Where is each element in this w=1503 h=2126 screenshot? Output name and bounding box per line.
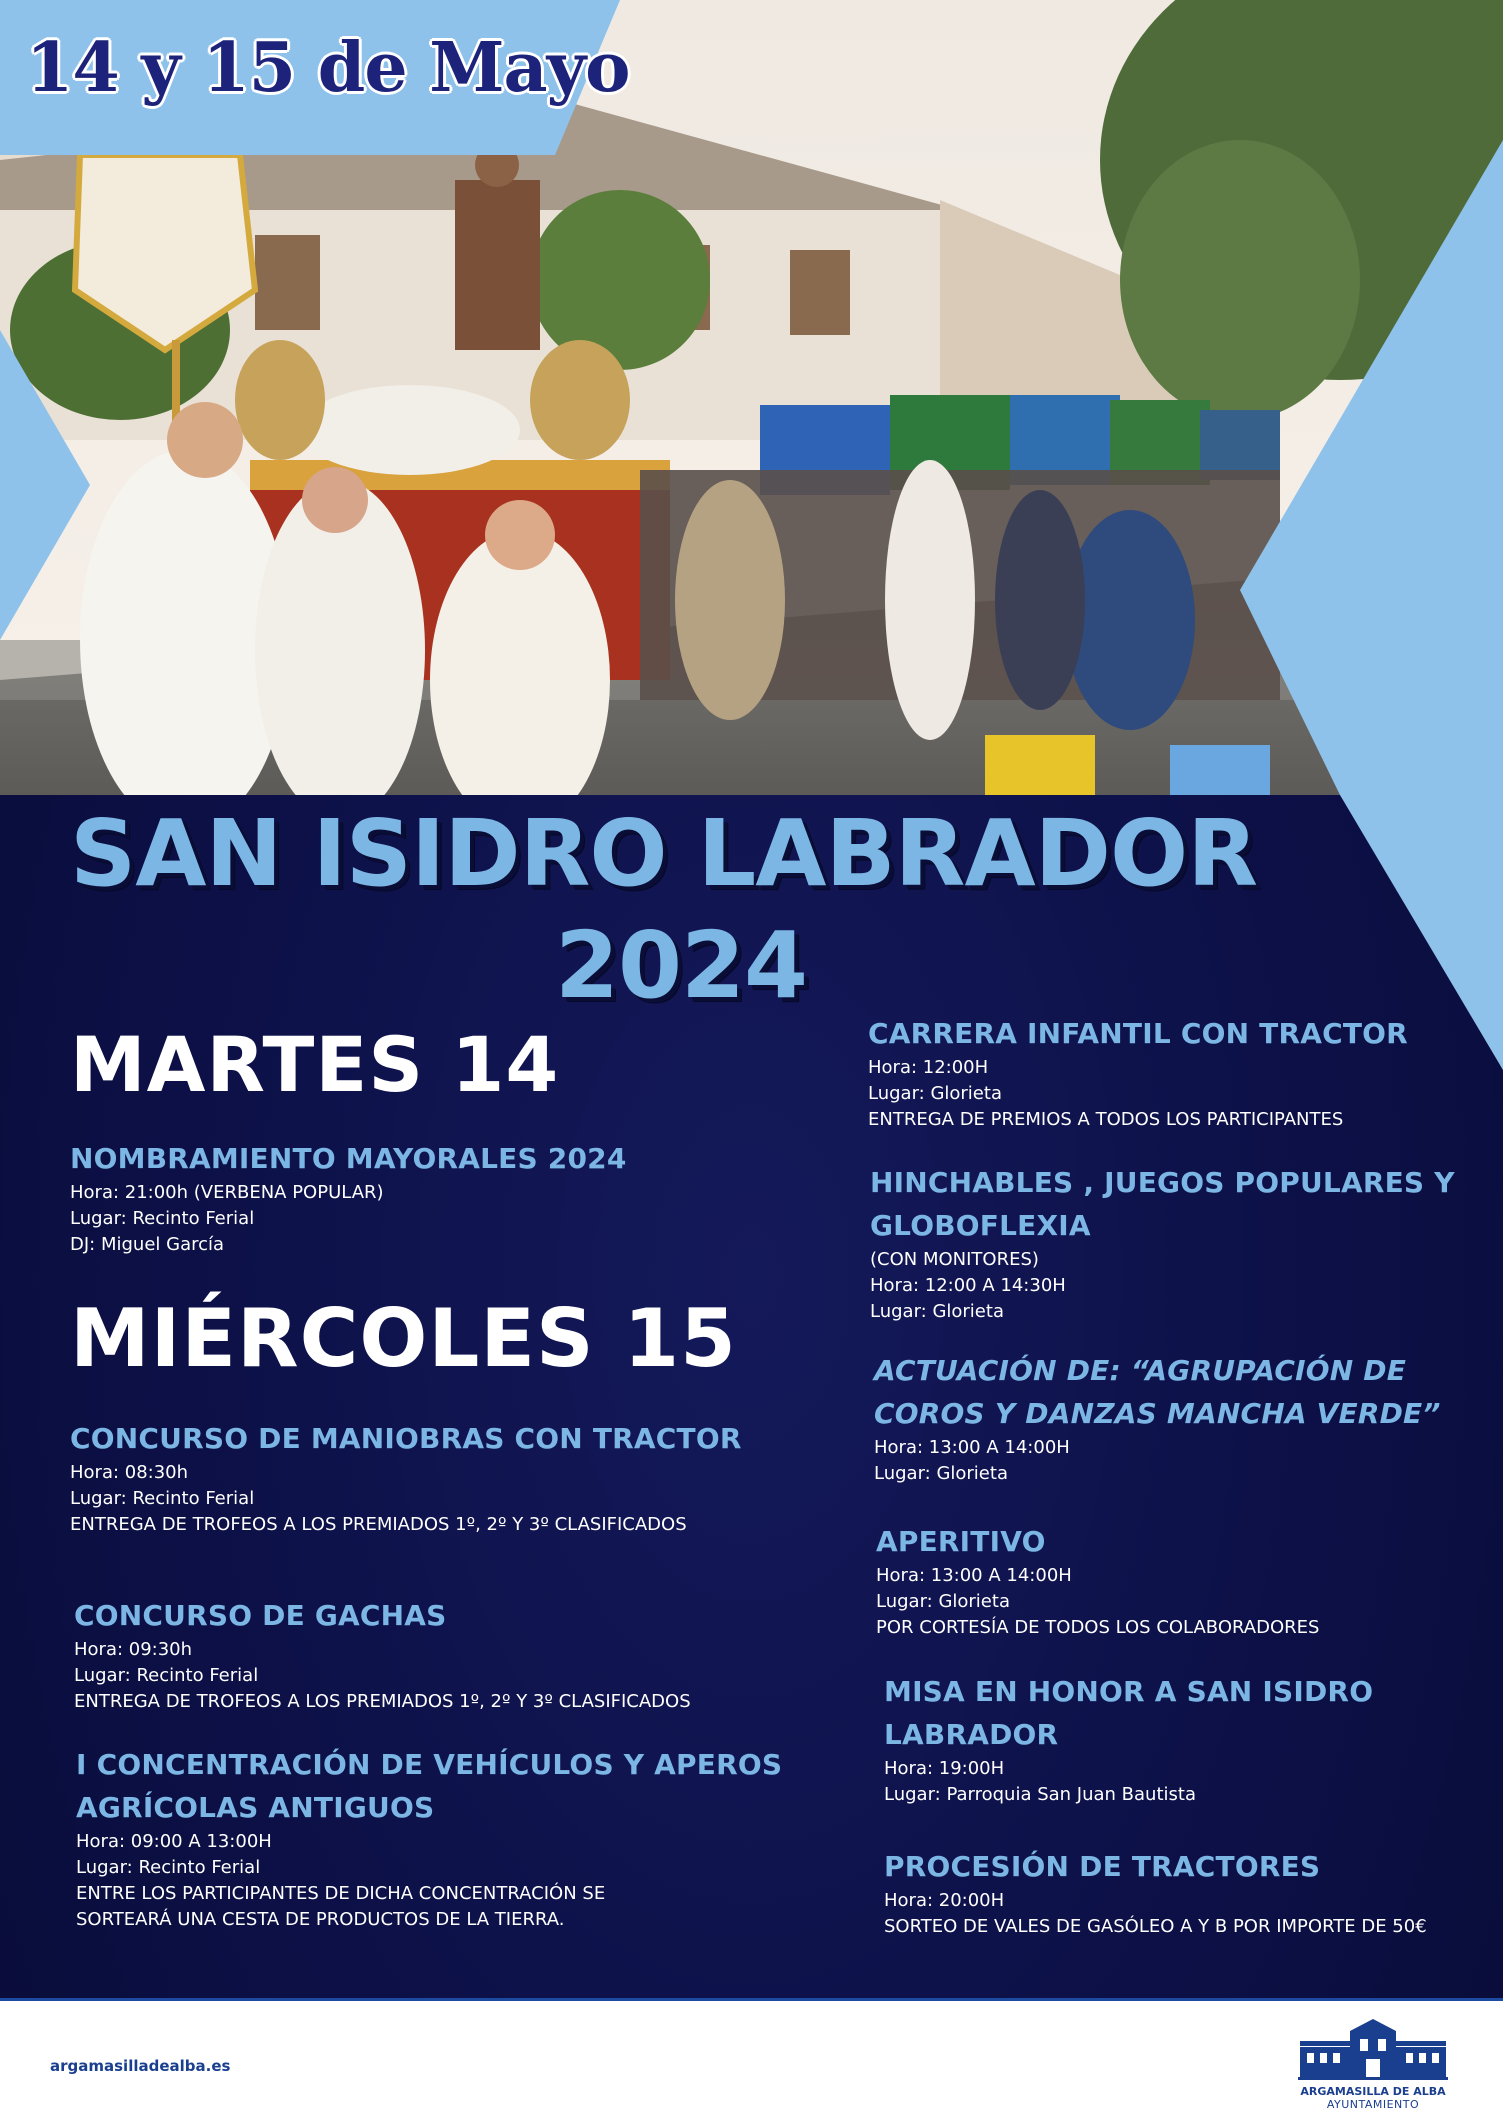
event-subtitle: (CON MONITORES) xyxy=(870,1249,1039,1270)
event-title: PROCESIÓN DE TRACTORES xyxy=(884,1850,1321,1883)
event-time: Hora: 19:00H xyxy=(884,1758,1005,1779)
event-date: 14 y 15 de Mayo xyxy=(26,28,630,108)
event-place: Lugar: Parroquia San Juan Bautista xyxy=(884,1784,1196,1805)
event-note-cont: SORTEARÁ UNA CESTA DE PRODUCTOS DE LA TIERRA. xyxy=(76,1909,565,1930)
event-title: MISA EN HONOR A SAN ISIDRO xyxy=(884,1675,1374,1708)
event-time: Hora: 12:00 A 14:30H xyxy=(870,1275,1066,1296)
event-carrera-infantil xyxy=(868,1012,1408,1133)
event-title: APERITIVO xyxy=(876,1525,1046,1558)
town-hall-logo xyxy=(1288,2019,1458,2119)
event-title: ACTUACIÓN DE: “AGRUPACIÓN DE xyxy=(874,1354,1407,1387)
main-title-year: 2024 xyxy=(555,912,808,1019)
event-note: ENTREGA DE TROFEOS A LOS PREMIADOS 1º, 2º Y 3º CLASIFICADOS xyxy=(70,1514,687,1535)
website-link[interactable]: argamasilladealba.es xyxy=(50,2057,231,2075)
event-time: Hora: 21:00h (VERBENA POPULAR) xyxy=(70,1182,384,1203)
event-actuacion xyxy=(874,1349,1441,1487)
event-gachas xyxy=(74,1594,691,1715)
event-place: Lugar: Recinto Ferial xyxy=(70,1208,255,1229)
day-heading-tuesday: MARTES 14 xyxy=(70,1020,560,1109)
event-time: Hora: 20:00H xyxy=(884,1890,1005,1911)
day-heading-wednesday: MIÉRCOLES 15 xyxy=(70,1292,737,1385)
event-procesion xyxy=(884,1845,1427,1940)
footer xyxy=(0,1998,1503,2126)
event-time: Hora: 09:00 A 13:00H xyxy=(76,1831,272,1852)
event-place: Lugar: Glorieta xyxy=(870,1301,1004,1322)
event-place: Lugar: Recinto Ferial xyxy=(74,1665,259,1686)
event-concentracion xyxy=(76,1743,782,1933)
event-note: POR CORTESÍA DE TODOS LOS COLABORADORES xyxy=(876,1617,1320,1638)
event-dj: DJ: Miguel García xyxy=(70,1234,225,1255)
event-title: NOMBRAMIENTO MAYORALES 2024 xyxy=(70,1142,627,1175)
event-title: CONCURSO DE GACHAS xyxy=(74,1599,447,1632)
event-place: Lugar: Glorieta xyxy=(874,1463,1008,1484)
event-title: CARRERA INFANTIL CON TRACTOR xyxy=(868,1017,1408,1050)
event-note: ENTREGA DE PREMIOS A TODOS LOS PARTICIPANTES xyxy=(868,1109,1344,1130)
event-title: I CONCENTRACIÓN DE VEHÍCULOS Y APEROS xyxy=(76,1748,783,1781)
event-title-cont: COROS Y DANZAS MANCHA VERDE” xyxy=(874,1397,1441,1430)
event-place: Lugar: Glorieta xyxy=(876,1591,1010,1612)
event-title: CONCURSO DE MANIOBRAS CON TRACTOR xyxy=(70,1422,742,1455)
event-title-cont: LABRADOR xyxy=(884,1718,1059,1751)
event-nombramiento xyxy=(70,1137,627,1258)
logo-town-name: ARGAMASILLA DE ALBA xyxy=(1300,2085,1446,2098)
event-note: SORTEO DE VALES DE GASÓLEO A Y B POR IMPORTE DE 50€ xyxy=(884,1916,1427,1937)
event-place: Lugar: Glorieta xyxy=(868,1083,1002,1104)
logo-subtitle: AYUNTAMIENTO xyxy=(1326,2098,1420,2111)
event-hinchables xyxy=(870,1161,1455,1325)
event-time: Hora: 08:30h xyxy=(70,1462,189,1483)
event-place: Lugar: Recinto Ferial xyxy=(76,1857,261,1878)
event-misa xyxy=(884,1670,1373,1808)
event-title-cont: AGRÍCOLAS ANTIGUOS xyxy=(76,1791,435,1824)
town-hall-building-icon xyxy=(1298,2019,1448,2081)
event-time: Hora: 13:00 A 14:00H xyxy=(874,1437,1070,1458)
event-maniobras xyxy=(70,1417,742,1538)
main-title: SAN ISIDRO LABRADOR xyxy=(70,800,1258,907)
event-note: ENTREGA DE TROFEOS A LOS PREMIADOS 1º, 2º Y 3º CLASIFICADOS xyxy=(74,1691,691,1712)
event-time: Hora: 13:00 A 14:00H xyxy=(876,1565,1072,1586)
event-note: ENTRE LOS PARTICIPANTES DE DICHA CONCENTRACIÓN SE xyxy=(76,1883,606,1904)
event-title-cont: GLOBOFLEXIA xyxy=(870,1209,1091,1242)
event-place: Lugar: Recinto Ferial xyxy=(70,1488,255,1509)
event-time: Hora: 12:00H xyxy=(868,1057,989,1078)
event-time: Hora: 09:30h xyxy=(74,1639,193,1660)
event-title: HINCHABLES , JUEGOS POPULARES Y xyxy=(870,1166,1455,1199)
event-aperitivo xyxy=(876,1520,1319,1641)
